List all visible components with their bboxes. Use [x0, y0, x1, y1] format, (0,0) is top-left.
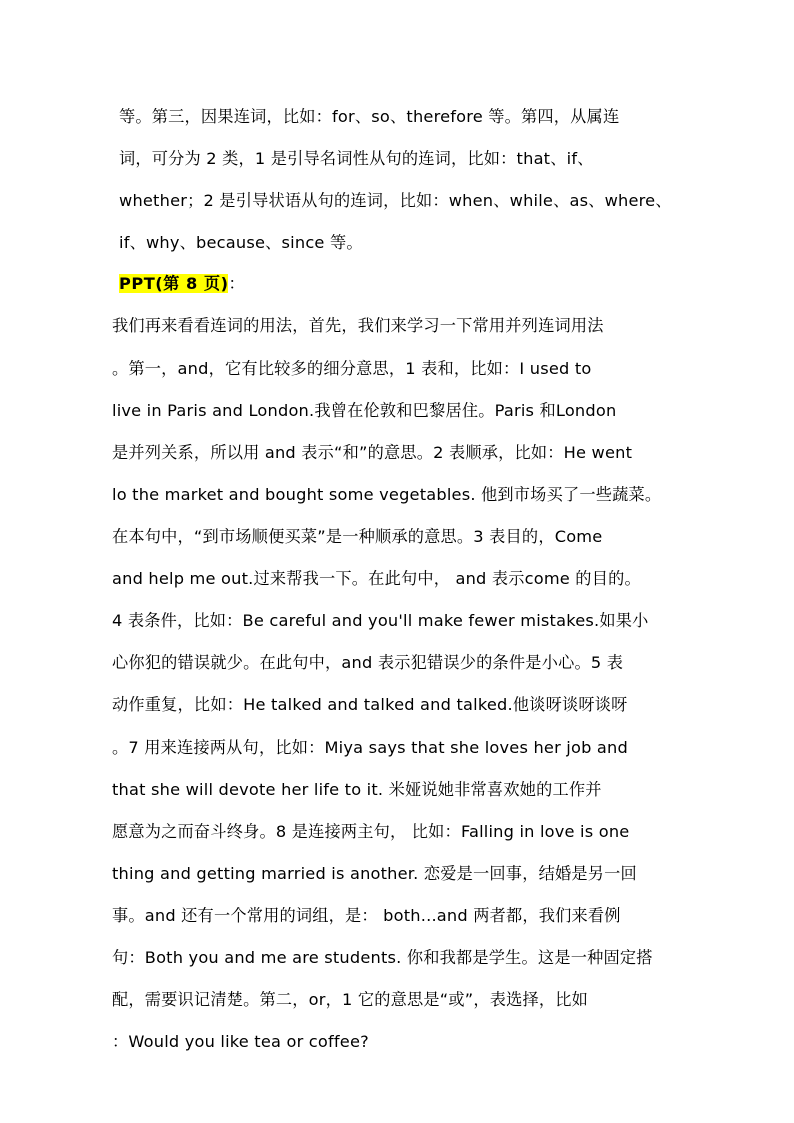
intro-line-2: 词，可分为 2 类，1 是引导名词性从句的连词，比如：that、if、	[119, 149, 594, 168]
body-line-5: lo the market and bought some vegetables. 他到市场买了一些蔬菜。	[112, 485, 662, 504]
body-line-18: ：Would you like tea or coffee?	[112, 1032, 369, 1051]
body-line-3: live in Paris and London.我曾在伦敦和巴黎居住。Paris 和London	[112, 401, 617, 420]
intro-line-4: if、why、because、since 等。	[119, 233, 363, 252]
body-line-2: 。第一，and，它有比较多的细分意思，1 表和，比如：I used to	[112, 359, 592, 378]
body-line-11: 。7 用来连接两从句，比如：Miya says that she loves her job and	[112, 738, 628, 757]
body-line-16: 句：Both you and me are students. 你和我都是学生。这是一种固定搭	[112, 948, 653, 967]
body-line-17: 配，需要识记清楚。第二，or，1 它的意思是“或”，表选择，比如	[112, 990, 589, 1009]
body-line-4: 是并列关系，所以用 and 表示“和”的意思。2 表顺承，比如：He went	[112, 443, 633, 462]
body-line-12: that she will devote her life to it. 米娅说她非常喜欢她的工作并	[112, 780, 602, 799]
body-line-14: thing and getting married is another. 恋爱是一回事，结婚是另一回	[112, 864, 637, 883]
body-line-8: 4 表条件，比如：Be careful and you'll make fewer mistakes.如果小	[112, 611, 649, 630]
body-line-15: 事。and 还有一个常用的词组，是： both...and 两者都，我们来看例	[112, 906, 621, 925]
body-line-9: 心你犯的错误就少。在此句中，and 表示犯错误少的条件是小心。5 表	[112, 653, 624, 672]
body-line-10: 动作重复，比如：He talked and talked and talked.他谈呀谈呀谈呀	[112, 695, 628, 714]
section-heading	[119, 273, 245, 295]
intro-line-1: 等。第三，因果连词，比如：for、so、therefore 等。第四，从属连	[119, 107, 620, 126]
body-line-1: 我们再来看看连词的用法，首先，我们来学习一下常用并列连词用法	[112, 316, 604, 335]
intro-line-3: whether；2 是引导状语从句的连词，比如：when、while、as、where、	[119, 191, 672, 210]
body-line-6: 在本句中，“到市场顺便买菜”是一种顺承的意思。3 表目的，Come	[112, 527, 603, 546]
heading-colon: ：	[228, 274, 245, 293]
heading-highlight: PPT(第 8 页)	[119, 274, 229, 293]
body-line-13: 愿意为之而奋斗终身。8 是连接两主句， 比如：Falling in love is one	[112, 822, 630, 841]
body-line-7: and help me out.过来帮我一下。在此句中， and 表示come 的目的。	[112, 569, 641, 588]
